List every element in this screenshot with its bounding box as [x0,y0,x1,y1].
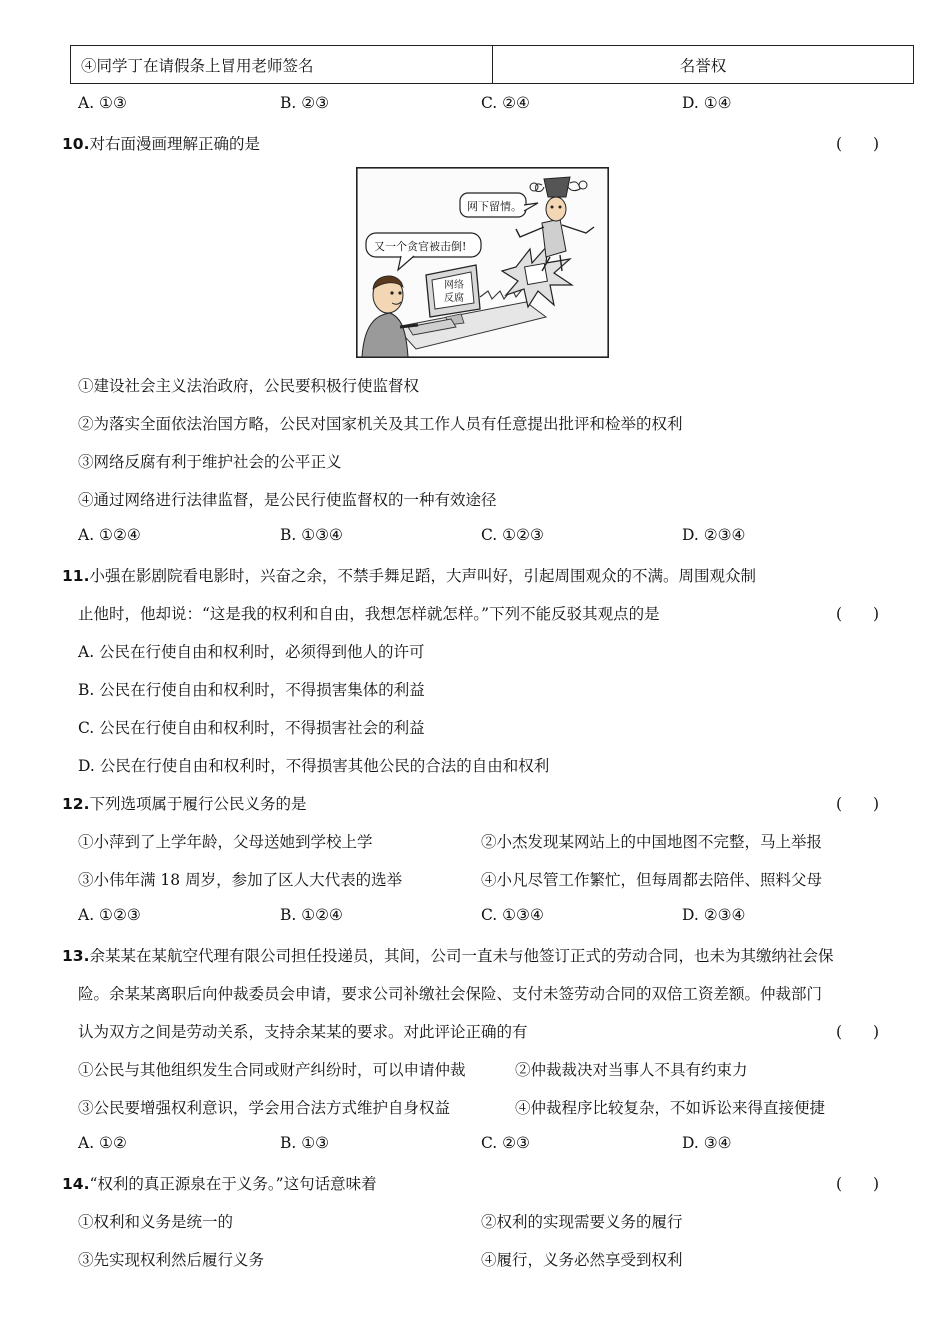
q9-option-c[interactable]: C. ②④ [481,94,530,112]
question-number: 14. [62,1175,90,1193]
q13-option-c[interactable]: C. ②③ [481,1134,530,1152]
q13-item-1: ①公民与其他组织发生合同或财产纠纷时，可以申请仲裁 [78,1061,466,1079]
q11-option-d[interactable]: D. 公民在行使自由和权利时，不得损害其他公民的合法的自由和权利 [78,757,550,775]
question-11-stem [62,564,756,586]
question-text-line3: 认为双方之间是劳动关系，支持余某某的要求。对此评论正确的有 [78,1023,528,1041]
q9-option-b[interactable]: B. ②③ [280,94,330,112]
question-text-line1: 余某某在某航空代理有限公司担任投递员，其间，公司一直未与他签订正式的劳动合同，也未为其缴纳社会保 [89,947,834,965]
q10-option-b[interactable]: B. ①③④ [280,526,343,544]
q12-option-a[interactable]: A. ①②③ [78,906,141,924]
question-10-stem [62,132,260,154]
question-14-stem [62,1172,377,1194]
answer-blank[interactable]: ( ) [836,795,880,813]
q13-option-b[interactable]: B. ①③ [280,1134,330,1152]
q11-option-a[interactable]: A. 公民在行使自由和权利时，必须得到他人的许可 [78,643,425,661]
q13-item-3: ③公民要增强权利意识，学会用合法方式维护自身权益 [78,1099,451,1117]
q12-option-b[interactable]: B. ①②④ [280,906,343,924]
bubble-right-text: 网下留情。 [467,200,522,213]
q14-item-2: ②权利的实现需要义务的履行 [481,1213,683,1231]
q10-item-1: ①建设社会主义法治政府，公民要积极行使监督权 [78,377,420,395]
q14-item-4: ④履行，义务必然享受到权利 [481,1251,683,1269]
screen-text-line1: 网络 [444,280,464,291]
answer-blank[interactable]: ( ) [836,135,880,153]
answer-blank[interactable]: ( ) [836,1023,880,1041]
question-number: 11. [62,567,90,585]
anti-corruption-cartoon [356,167,609,358]
q11-option-b[interactable]: B. 公民在行使自由和权利时，不得损害集体的利益 [78,681,425,699]
question-13-stem [62,944,833,966]
q10-item-2: ②为落实全面依法治国方略，公民对国家机关及其工作人员有任意提出批评和检举的权利 [78,415,683,433]
q13-item-4: ④仲裁程序比较复杂，不如诉讼来得直接便捷 [515,1099,826,1117]
q10-item-3: ③网络反腐有利于维护社会的公平正义 [78,453,342,471]
answer-blank[interactable]: ( ) [836,1175,880,1193]
question-text-line1: 小强在影剧院看电影时，兴奋之余，不禁手舞足蹈，大声叫好，引起周围观众的不满。周围观众制 [89,567,756,585]
q10-option-a[interactable]: A. ①②④ [78,526,141,544]
q12-option-c[interactable]: C. ①③④ [481,906,544,924]
q14-item-3: ③先实现权利然后履行义务 [78,1251,265,1269]
screen-text-line2: 反腐 [444,293,464,304]
question-text-line2: 险。余某某离职后向仲裁委员会申请，要求公司补缴社会保险、支付未签劳动合同的双倍工资差额。仲裁部门 [78,985,823,1003]
q13-option-d[interactable]: D. ③④ [682,1134,732,1152]
answer-blank[interactable]: ( ) [836,605,880,623]
question-text: “权利的真正源泉在于义务。”这句话意味着 [89,1175,377,1193]
q10-option-d[interactable]: D. ②③④ [682,526,746,544]
table-cell-right: 名誉权 [493,46,914,84]
question-number: 12. [62,795,90,813]
q12-item-3: ③小伟年满 18 周岁，参加了区人大代表的选举 [78,871,403,889]
q9-option-d[interactable]: D. ①④ [682,94,732,112]
table-cell-case: ④同学丁在请假条上冒用老师签名 [71,46,493,84]
q11-option-c[interactable]: C. 公民在行使自由和权利时，不得损害社会的利益 [78,719,425,737]
question-number: 13. [62,947,90,965]
q10-item-4: ④通过网络进行法律监督，是公民行使监督权的一种有效途径 [78,491,497,509]
q12-item-1: ①小萍到了上学年龄，父母送她到学校上学 [78,833,373,851]
question-12-stem [62,792,306,814]
question-text: 下列选项属于履行公民义务的是 [89,795,307,813]
q12-option-d[interactable]: D. ②③④ [682,906,746,924]
question-text: 对右面漫画理解正确的是 [89,135,260,153]
q13-item-2: ②仲裁裁决对当事人不具有约束力 [515,1061,748,1079]
q12-item-4: ④小凡尽管工作繁忙，但每周都去陪伴、照料父母 [481,871,823,889]
bubble-left-text: 又一个贪官被击倒! [374,240,467,253]
q12-item-2: ②小杰发现某网站上的中国地图不完整，马上举报 [481,833,823,851]
q10-option-c[interactable]: C. ①②③ [481,526,544,544]
q14-item-1: ①权利和义务是统一的 [78,1213,234,1231]
rights-table [70,45,914,84]
table-row [71,46,914,84]
question-number: 10. [62,135,90,153]
question-text-line2: 止他时，他却说：“这是我的权利和自由，我想怎样就怎样。”下列不能反驳其观点的是 [78,605,660,623]
q9-option-a[interactable]: A. ①③ [78,94,127,112]
q13-option-a[interactable]: A. ①② [78,1134,127,1152]
